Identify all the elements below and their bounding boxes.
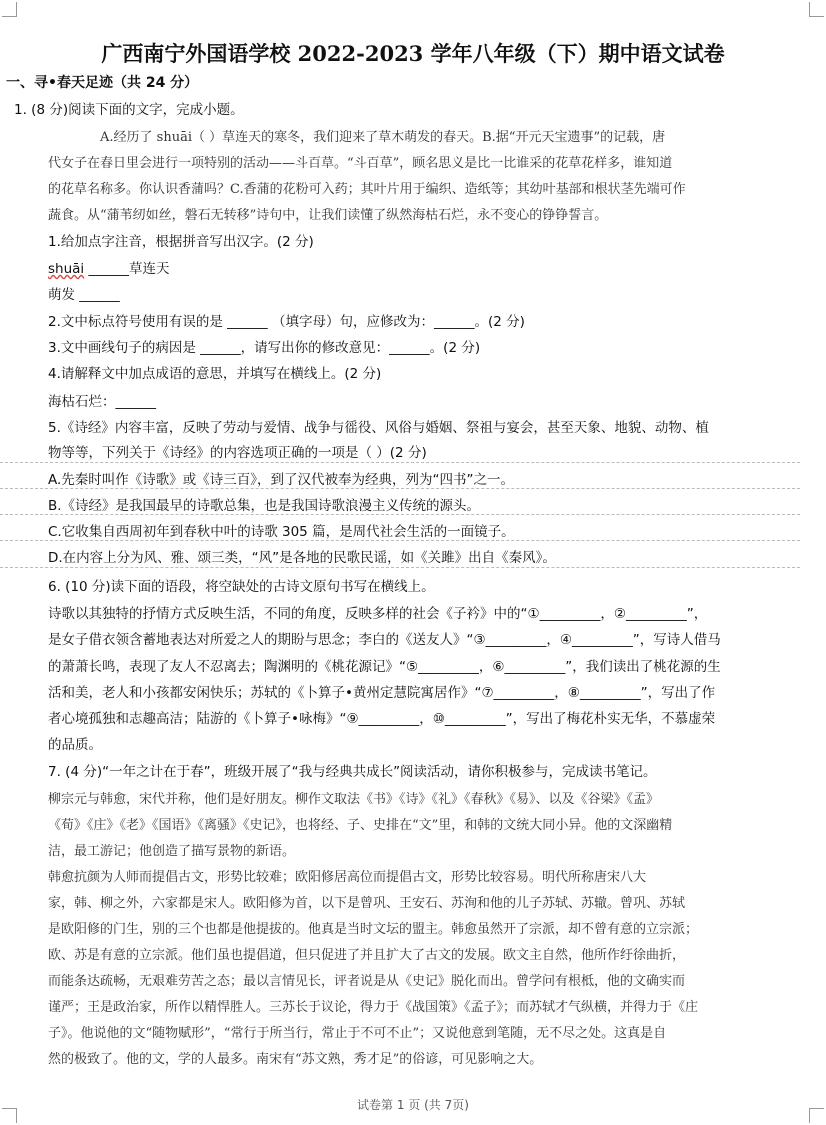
essay-line: 然的极致了。他的文，学的人最多。南宋有“苏文熟，秀才足”的俗谚，可见影响之大。 <box>48 1052 543 1067</box>
passage-line: 代女子在春日里会进行一项特别的活动——斗百草。“斗百草”，顾名思义是比一比谁采的花草花样多，谁知道 <box>48 156 673 171</box>
essay-line: 是欧阳修的门生，别的三个也都是他提拔的。他真是当时文坛的盟主。韩愈虽然开了宗派，却不曾有意的立宗派； <box>48 922 699 937</box>
option-d: D.在内容上分为风、雅、颂三类，“风”是各地的民歌民谣，如《关雎》出自《秦风》。 <box>48 550 556 566</box>
essay-line: 欧、苏是有意的立宗派。他们虽也提倡道，但只促进了并且扩大了古文的发展。欧文主自然，他所作纡徐曲折， <box>48 948 686 963</box>
option-b-row[interactable] <box>0 488 800 515</box>
essay-line: 而能条达疏畅，无艰难劳苦之态；最以言情见长，评者说是从《史记》脱化而出。曾学问有根柢，他的文确实而 <box>48 974 686 989</box>
option-d-row[interactable] <box>0 540 800 568</box>
section-heading: 一、寻•春天足迹（共 24 分） <box>6 75 199 91</box>
idiom-blank[interactable]: 海枯石烂：______ <box>48 394 156 410</box>
poem-fill-line[interactable]: 者心境孤独和志趣高洁；陆游的《卜算子•咏梅》“⑨_________，⑩_________”，写出了梅花朴实无华，不慕虚荣 <box>48 711 716 727</box>
poem-fill-line: 的品质。 <box>48 737 102 753</box>
crop-mark-top-left <box>2 2 17 17</box>
essay-line: 柳宗元与韩愈，宋代并称，他们是好朋友。柳作文取法《书》《诗》《礼》《春秋》《易》、以及《谷梁》《孟》 <box>48 792 660 807</box>
essay-line: 家，韩、柳之外，六家都是宋人。欧阳修为首，以下是曾巩、王安石、苏洵和他的儿子苏轼、苏辙。曾巩、苏轼 <box>48 896 686 911</box>
option-a: A.先秦时叫作《诗歌》或《诗三百》，到了汉代被奉为经典，列为“四书”之一。 <box>48 472 515 488</box>
poem-fill-line[interactable]: 活和美，老人和小孩都安闲快乐；苏轼的《卜算子•黄州定慧院寓居作》“⑦_________，⑧_________”，写出了作 <box>48 685 716 701</box>
crop-mark-top-right <box>809 2 824 17</box>
passage-line: 蔬食。从“蒲苇纫如丝，磐石无转移”诗句中，让我们读懂了纵然海枯石烂，永不变心的铮铮誓言。 <box>48 208 608 223</box>
essay-line: 韩愈抗颜为人师而提倡古文，形势比较难；欧阳修居高位而提倡古文，形势比较容易。明代所称唐宋八大 <box>48 870 647 885</box>
question-1-heading: 1. (8 分)阅读下面的文字，完成小题。 <box>14 102 244 118</box>
sub-question-2[interactable]: 2.文中标点符号使用有误的是 ______ （填字母）句，应修改为：______。(2 分) <box>48 314 525 330</box>
passage-line: 的花草名称多。你认识香蒲吗？C.香蒲的花粉可入药；其叶片用于编织、造纸等；其幼叶基部和根状茎先端可作 <box>48 182 686 197</box>
option-b: B.《诗经》是我国最早的诗歌总集，也是我国诗歌浪漫主义传统的源头。 <box>48 498 481 514</box>
poem-fill-line[interactable]: 是女子借衣领含蓄地表达对所爱之人的期盼与思念；李白的《送友人》“③_________，④_________”，写诗人借马 <box>48 632 721 648</box>
sub-question-1: 1.给加点字注音，根据拼音写出汉字。(2 分) <box>48 234 314 250</box>
essay-line: 谨严；王是政治家，所作以精悍胜人。三苏长于议论，得力于《战国策》《孟子》；而苏轼才气纵横，并得力于《庄 <box>48 1000 699 1015</box>
passage-line: A.经历了 shuāi（ ）草连天的寒冬，我们迎来了草木萌发的春天。B.据“开元天宝遗事”的记载，唐 <box>100 130 666 145</box>
essay-line: 子》。他说他的文“随物赋形”，“常行于所当行，常止于不可不止”；又说他意到笔随，无不尽之处。这真是自 <box>48 1026 667 1041</box>
option-c: C.它收集自西周初年到春秋中叶的诗歌 305 篇，是周代社会生活的一面镜子。 <box>48 524 515 540</box>
sub-question-5-cont: 物等等，下列关于《诗经》的内容选项正确的一项是（ ）(2 分) <box>48 445 427 461</box>
pinyin-blank-suffix: ______草连天 <box>84 261 170 277</box>
sub-question-5: 5.《诗经》内容丰富，反映了劳动与爱情、战争与徭役、风俗与婚姻、祭祖与宴会，甚至天象、地貌、动物、植 <box>48 420 709 436</box>
question-7-heading: 7. (4 分)“一年之计在于春”，班级开展了“我与经典共成长”阅读活动，请你积极参与，完成读书笔记。 <box>48 764 657 780</box>
pinyin-blank[interactable] <box>48 257 169 277</box>
essay-line: 洁，最工游记；他创造了描写景物的新语。 <box>48 844 296 859</box>
sub-question-3[interactable]: 3.文中画线句子的病因是 ______，请写出你的修改意见：______。(2 分) <box>48 340 481 356</box>
poem-fill-line[interactable]: 的萧萧长鸣，表现了友人不忍离去；陶渊明的《桃花源记》“⑤_________，⑥_________”，我们读出了桃花源的生 <box>48 659 721 675</box>
page-title: 广西南宁外国语学校 2022-2023 学年八年级（下）期中语文试卷 <box>101 41 725 66</box>
essay-line: 《荀》《庄》《老》《国语》《离骚》《史记》，也将经、子、史排在“文”里，和韩的文统大同小异。他的文深幽精 <box>48 818 673 833</box>
option-a-row[interactable] <box>0 462 800 489</box>
option-c-row[interactable] <box>0 514 800 541</box>
question-6-heading: 6. (10 分)读下面的语段，将空缺处的古诗文原句书写在横线上。 <box>48 579 435 595</box>
sub-question-4: 4.请解释文中加点成语的意思，并填写在横线上。(2 分) <box>48 366 382 382</box>
pinyin-blank-2[interactable]: 萌发 ______ <box>48 287 120 303</box>
page-footer: 试卷第 1 页 (共 7页) <box>357 1098 469 1112</box>
poem-fill-line[interactable]: 诗歌以其独特的抒情方式反映生活，不同的角度，反映多样的社会《子衿》中的“①_________，②_________”， <box>48 606 708 622</box>
pinyin-text: shuāi <box>48 261 85 277</box>
